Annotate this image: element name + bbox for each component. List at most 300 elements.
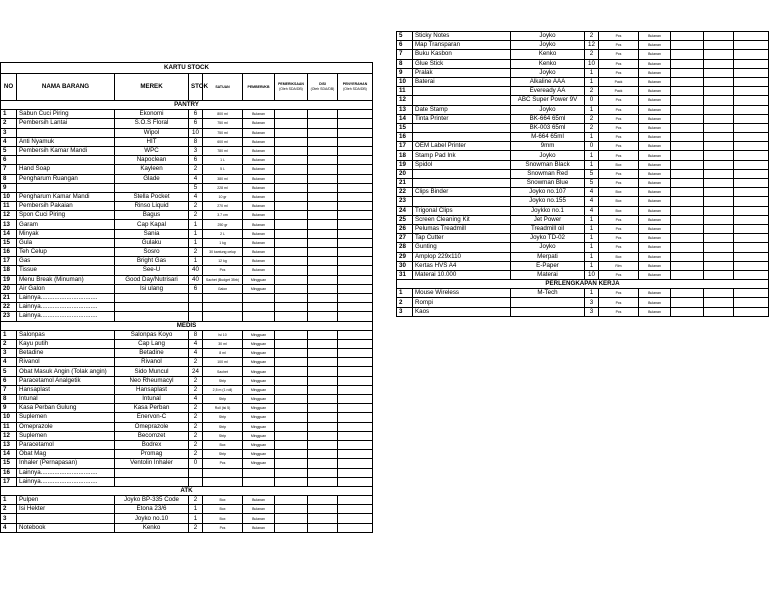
table-row (397, 197, 769, 206)
row-merek: Kasa Perban (115, 404, 189, 413)
row-satuan: 228 ml (203, 183, 243, 192)
row-penyerahan (338, 450, 373, 459)
row-merek: HIT (115, 137, 189, 146)
row-nama: Paracetamol (17, 440, 115, 449)
row-nama: OEM Label Printer (413, 142, 511, 151)
row-keterangan: Mingguan (243, 404, 275, 413)
row-penyerahan (734, 160, 769, 169)
row-stok: 2 (189, 413, 203, 422)
row-no: 8 (1, 174, 17, 183)
row-merek: See-U (115, 266, 189, 275)
table-row (397, 270, 769, 279)
row-no: 23 (397, 197, 413, 206)
row-pemeriksaan (275, 137, 308, 146)
header-stok: STOK (189, 74, 203, 101)
row-satuan: 30 kantung celup (203, 248, 243, 257)
row-penyerahan (338, 211, 373, 220)
row-stok: 40 (189, 275, 203, 284)
row-pemeriksaan (275, 284, 308, 293)
row-satuan: 250 gr (203, 220, 243, 229)
row-merek: Rinso Liquid (115, 202, 189, 211)
row-penyerahan (338, 523, 373, 532)
row-nama: Spon Cuci Piring (17, 211, 115, 220)
row-stok: 2 (189, 385, 203, 394)
table-row (1, 202, 373, 211)
row-diisi (308, 330, 338, 339)
header-nama: NAMA BARANG (17, 74, 115, 101)
table-row (1, 468, 373, 477)
row-no: 5 (397, 32, 413, 41)
row-keterangan: Bulanan (639, 179, 671, 188)
table-row (1, 312, 373, 321)
row-stok: 0 (189, 459, 203, 468)
row-keterangan: Bulanan (243, 505, 275, 514)
table-row (1, 284, 373, 293)
row-satuan: Pcs (599, 32, 639, 41)
row-nama: Pembersih Pakaian (17, 202, 115, 211)
row-nama (17, 514, 115, 523)
row-nama: Air Galon (17, 284, 115, 293)
row-satuan: Box (203, 505, 243, 514)
row-merek: Kenko (511, 59, 585, 68)
row-stok: 1 (585, 68, 599, 77)
row-merek: Salonpas Koyo (115, 330, 189, 339)
row-satuan: Pcs (599, 243, 639, 252)
row-keterangan: Mingguan (243, 330, 275, 339)
row-satuan: 1 L (203, 156, 243, 165)
row-penyerahan (734, 234, 769, 243)
row-pemeriksaan (275, 395, 308, 404)
row-keterangan: Bulanan (639, 133, 671, 142)
row-no: 2 (1, 339, 17, 348)
row-no: 18 (397, 151, 413, 160)
row-nama: Mouse Wireless (413, 289, 511, 298)
table-row (397, 234, 769, 243)
row-keterangan: Bulanan (639, 206, 671, 215)
row-no: 8 (1, 395, 17, 404)
header-pemberi: PEMBERI/KB (243, 74, 275, 101)
row-diisi (704, 160, 734, 169)
row-merek: Etona 23/6 (115, 505, 189, 514)
row-pemeriksaan (671, 270, 704, 279)
row-stok: 1 (585, 105, 599, 114)
row-keterangan: Bulanan (243, 514, 275, 523)
row-diisi (308, 505, 338, 514)
row-penyerahan (734, 270, 769, 279)
row-penyerahan (734, 206, 769, 215)
row-no: 1 (1, 330, 17, 339)
table-row (1, 395, 373, 404)
row-merek: Kayleen (115, 165, 189, 174)
row-no: 17 (1, 257, 17, 266)
row-no: 16 (397, 133, 413, 142)
row-keterangan: Bulanan (639, 96, 671, 105)
row-nama: Sticky Notes (413, 32, 511, 41)
row-merek: Bodrex (115, 440, 189, 449)
row-pemeriksaan (671, 261, 704, 270)
row-satuan: 750 ml (203, 128, 243, 137)
row-stok: 2 (189, 248, 203, 257)
row-diisi (704, 123, 734, 132)
row-penyerahan (734, 96, 769, 105)
row-nama: Sabun Cuci Piring (17, 110, 115, 119)
table-row (1, 220, 373, 229)
row-stok: 3 (585, 298, 599, 307)
row-diisi (704, 142, 734, 151)
row-no: 4 (1, 137, 17, 146)
row-nama (413, 96, 511, 105)
row-penyerahan (338, 339, 373, 348)
row-diisi (308, 110, 338, 119)
row-satuan (203, 312, 243, 321)
row-diisi (308, 450, 338, 459)
row-keterangan: Mingguan (243, 385, 275, 394)
row-pemeriksaan (275, 367, 308, 376)
row-diisi (704, 243, 734, 252)
row-merek: Stella Pocket (115, 192, 189, 201)
table-row (1, 156, 373, 165)
row-diisi (308, 156, 338, 165)
row-penyerahan (338, 440, 373, 449)
row-no: 15 (397, 123, 413, 132)
row-no: 17 (1, 477, 17, 486)
row-keterangan: Bulanan (639, 252, 671, 261)
row-diisi (308, 514, 338, 523)
row-keterangan: Bulanan (243, 266, 275, 275)
table-row (397, 50, 769, 59)
row-diisi (704, 114, 734, 123)
row-satuan: Pcs (203, 266, 243, 275)
row-penyerahan (734, 105, 769, 114)
row-keterangan: Mingguan (243, 376, 275, 385)
row-nama: Pralak (413, 68, 511, 77)
row-penyerahan (338, 303, 373, 312)
row-no: 22 (397, 188, 413, 197)
row-no: 7 (397, 50, 413, 59)
row-nama: Kasa Perban Gulung (17, 404, 115, 413)
row-diisi (308, 119, 338, 128)
row-pemeriksaan (275, 275, 308, 284)
row-merek: Gulaku (115, 238, 189, 247)
row-pemeriksaan (275, 450, 308, 459)
table-row (397, 307, 769, 316)
row-penyerahan (338, 312, 373, 321)
row-satuan: Box (599, 252, 639, 261)
row-pemeriksaan (275, 468, 308, 477)
row-penyerahan (338, 257, 373, 266)
row-stok: 1 (189, 514, 203, 523)
row-penyerahan (734, 224, 769, 233)
row-keterangan: Bulanan (639, 270, 671, 279)
row-diisi (704, 307, 734, 316)
row-diisi (704, 68, 734, 77)
row-merek: Bagus (115, 211, 189, 220)
row-no: 6 (397, 41, 413, 50)
row-stok: 1 (585, 261, 599, 270)
row-satuan: Pcs (599, 96, 639, 105)
row-nama: Baterai (413, 77, 511, 86)
table-row (397, 32, 769, 41)
row-pemeriksaan (275, 183, 308, 192)
row-nama: Glue Stick (413, 59, 511, 68)
row-no: 31 (397, 270, 413, 279)
row-penyerahan (338, 128, 373, 137)
row-merek (511, 298, 585, 307)
row-merek: Wipol (115, 128, 189, 137)
row-merek: BK-003 65ml (511, 123, 585, 132)
table-row (397, 123, 769, 132)
row-satuan: 2,5 m (1 roll) (203, 385, 243, 394)
table-row (1, 514, 373, 523)
row-keterangan: Bulanan (243, 183, 275, 192)
table-row (1, 238, 373, 247)
row-keterangan: Bulanan (639, 77, 671, 86)
row-stok: 1 (585, 252, 599, 261)
row-pemeriksaan (275, 174, 308, 183)
row-diisi (308, 431, 338, 440)
stock-table-right (396, 31, 769, 317)
table-row (1, 440, 373, 449)
row-merek: Enervon-C (115, 413, 189, 422)
row-no: 29 (397, 252, 413, 261)
table-row (397, 59, 769, 68)
row-satuan: Strip (203, 431, 243, 440)
row-nama: Obat Masuk Angin (Tolak angin) (17, 367, 115, 376)
row-pemeriksaan (275, 303, 308, 312)
row-keterangan: Bulanan (243, 202, 275, 211)
row-merek: Joyko (511, 243, 585, 252)
row-penyerahan (734, 243, 769, 252)
row-pemeriksaan (671, 169, 704, 178)
row-nama: Isi Hekter (17, 505, 115, 514)
row-diisi (308, 211, 338, 220)
row-pemeriksaan (671, 224, 704, 233)
row-nama: Pengharum Kamar Mandi (17, 192, 115, 201)
row-keterangan: Mingguan (243, 395, 275, 404)
row-diisi (704, 151, 734, 160)
row-no: 10 (1, 413, 17, 422)
row-no: 1 (1, 496, 17, 505)
row-penyerahan (734, 179, 769, 188)
row-satuan: Sachet (203, 367, 243, 376)
row-nama (413, 197, 511, 206)
row-stok: 1 (585, 243, 599, 252)
row-diisi (308, 192, 338, 201)
row-nama (17, 128, 115, 137)
row-merek: Snowman Blue (511, 179, 585, 188)
row-satuan: 30 ml (203, 339, 243, 348)
row-penyerahan (734, 123, 769, 132)
row-merek (115, 303, 189, 312)
row-no: 14 (1, 450, 17, 459)
row-diisi (704, 105, 734, 114)
row-satuan: Pcs (599, 41, 639, 50)
row-satuan: 800 ml (203, 110, 243, 119)
table-row (397, 252, 769, 261)
row-merek: Sido Muncul (115, 367, 189, 376)
row-nama: Gas (17, 257, 115, 266)
row-nama: Anti Nyamuk (17, 137, 115, 146)
row-merek (511, 307, 585, 316)
row-pemeriksaan (275, 339, 308, 348)
row-satuan: Pcs (599, 123, 639, 132)
row-satuan: Roll (isi 5) (203, 404, 243, 413)
row-penyerahan (338, 229, 373, 238)
row-penyerahan (338, 248, 373, 257)
row-no: 11 (397, 87, 413, 96)
row-satuan: Pcs (599, 133, 639, 142)
section-label: MEDIS (1, 321, 373, 330)
row-merek: Joyko no.155 (511, 197, 585, 206)
row-pemeriksaan (275, 496, 308, 505)
row-no: 15 (1, 459, 17, 468)
row-diisi (308, 376, 338, 385)
row-keterangan: Mingguan (243, 413, 275, 422)
row-diisi (308, 440, 338, 449)
row-diisi (308, 404, 338, 413)
row-merek: Materai (511, 270, 585, 279)
section-label: PANTRY (1, 101, 373, 110)
row-keterangan: Bulanan (639, 298, 671, 307)
row-nama: Tap Cutter (413, 234, 511, 243)
row-penyerahan (338, 376, 373, 385)
row-keterangan: Mingguan (243, 367, 275, 376)
row-pemeriksaan (275, 229, 308, 238)
row-satuan: Pcs (599, 105, 639, 114)
row-pemeriksaan (671, 50, 704, 59)
row-keterangan: Bulanan (639, 169, 671, 178)
row-merek (115, 477, 189, 486)
row-satuan: Strip (203, 395, 243, 404)
row-diisi (308, 339, 338, 348)
row-diisi (308, 395, 338, 404)
row-satuan: Pcs (599, 114, 639, 123)
row-merek: Neo Rheumacyl (115, 376, 189, 385)
row-keterangan: Bulanan (243, 229, 275, 238)
row-merek: Good Day/Nutrisari (115, 275, 189, 284)
row-stok: 2 (189, 450, 203, 459)
row-keterangan: Mingguan (243, 431, 275, 440)
row-no: 11 (1, 202, 17, 211)
row-merek: Kenko (511, 50, 585, 59)
row-stok: 0 (585, 96, 599, 105)
row-pemeriksaan (671, 123, 704, 132)
table-row (1, 257, 373, 266)
table-row (397, 41, 769, 50)
row-pemeriksaan (671, 307, 704, 316)
row-no: 23 (1, 312, 17, 321)
row-pemeriksaan (275, 156, 308, 165)
row-pemeriksaan (671, 59, 704, 68)
row-satuan: Box (599, 197, 639, 206)
row-satuan: Pcs (599, 142, 639, 151)
row-merek: 9mm (511, 142, 585, 151)
row-pemeriksaan (671, 114, 704, 123)
row-stok: 2 (189, 202, 203, 211)
row-pemeriksaan (275, 477, 308, 486)
row-satuan (203, 293, 243, 302)
row-merek: Sania (115, 229, 189, 238)
table-row (1, 165, 373, 174)
row-stok (189, 303, 203, 312)
row-diisi (308, 468, 338, 477)
table-row (1, 496, 373, 505)
row-satuan: 600 ml (203, 137, 243, 146)
row-nama: Date Stamp (413, 105, 511, 114)
table-row (1, 385, 373, 394)
row-stok: 10 (189, 128, 203, 137)
row-stok: 2 (189, 523, 203, 532)
row-nama: Kaos (413, 307, 511, 316)
row-merek: Rivanol (115, 358, 189, 367)
table-row (397, 224, 769, 233)
row-stok: 1 (585, 160, 599, 169)
row-pemeriksaan (275, 514, 308, 523)
row-nama: Gula (17, 238, 115, 247)
row-satuan: Pcs (599, 215, 639, 224)
row-merek: Joyko TD-02 (511, 234, 585, 243)
row-nama: Gunting (413, 243, 511, 252)
row-stok: 1 (585, 133, 599, 142)
row-penyerahan (338, 202, 373, 211)
row-satuan: Pack (599, 87, 639, 96)
row-merek: Treadmill oil (511, 224, 585, 233)
table-row (397, 169, 769, 178)
row-satuan: Box (203, 440, 243, 449)
row-diisi (704, 133, 734, 142)
row-satuan: 780 ml (203, 146, 243, 155)
row-pemeriksaan (275, 293, 308, 302)
row-diisi (308, 422, 338, 431)
row-keterangan (243, 293, 275, 302)
row-penyerahan (338, 404, 373, 413)
row-keterangan: Bulanan (243, 523, 275, 532)
row-diisi (704, 96, 734, 105)
row-penyerahan (338, 156, 373, 165)
row-stok (189, 293, 203, 302)
row-keterangan: Mingguan (243, 339, 275, 348)
row-pemeriksaan (671, 179, 704, 188)
row-stok: 6 (189, 156, 203, 165)
row-nama (17, 183, 115, 192)
row-no: 10 (1, 192, 17, 201)
row-no: 7 (1, 165, 17, 174)
row-nama: Pengharum Ruangan (17, 174, 115, 183)
row-penyerahan (338, 413, 373, 422)
row-merek (115, 468, 189, 477)
row-no: 26 (397, 224, 413, 233)
row-stok: 10 (585, 59, 599, 68)
row-no: 21 (1, 293, 17, 302)
row-satuan: Strip (203, 376, 243, 385)
row-nama: Minyak (17, 229, 115, 238)
row-penyerahan (734, 59, 769, 68)
row-satuan: Pack (599, 77, 639, 86)
row-pemeriksaan (275, 128, 308, 137)
row-satuan: Pcs (599, 234, 639, 243)
row-satuan: 380 ml (203, 174, 243, 183)
row-penyerahan (734, 151, 769, 160)
row-keterangan: Bulanan (639, 114, 671, 123)
row-no: 9 (1, 183, 17, 192)
section-label: ATK (1, 486, 373, 495)
row-keterangan: Bulanan (243, 146, 275, 155)
row-satuan: 270 ml (203, 202, 243, 211)
row-merek: Joyko (511, 105, 585, 114)
row-penyerahan (734, 298, 769, 307)
row-pemeriksaan (671, 105, 704, 114)
table-row (397, 215, 769, 224)
